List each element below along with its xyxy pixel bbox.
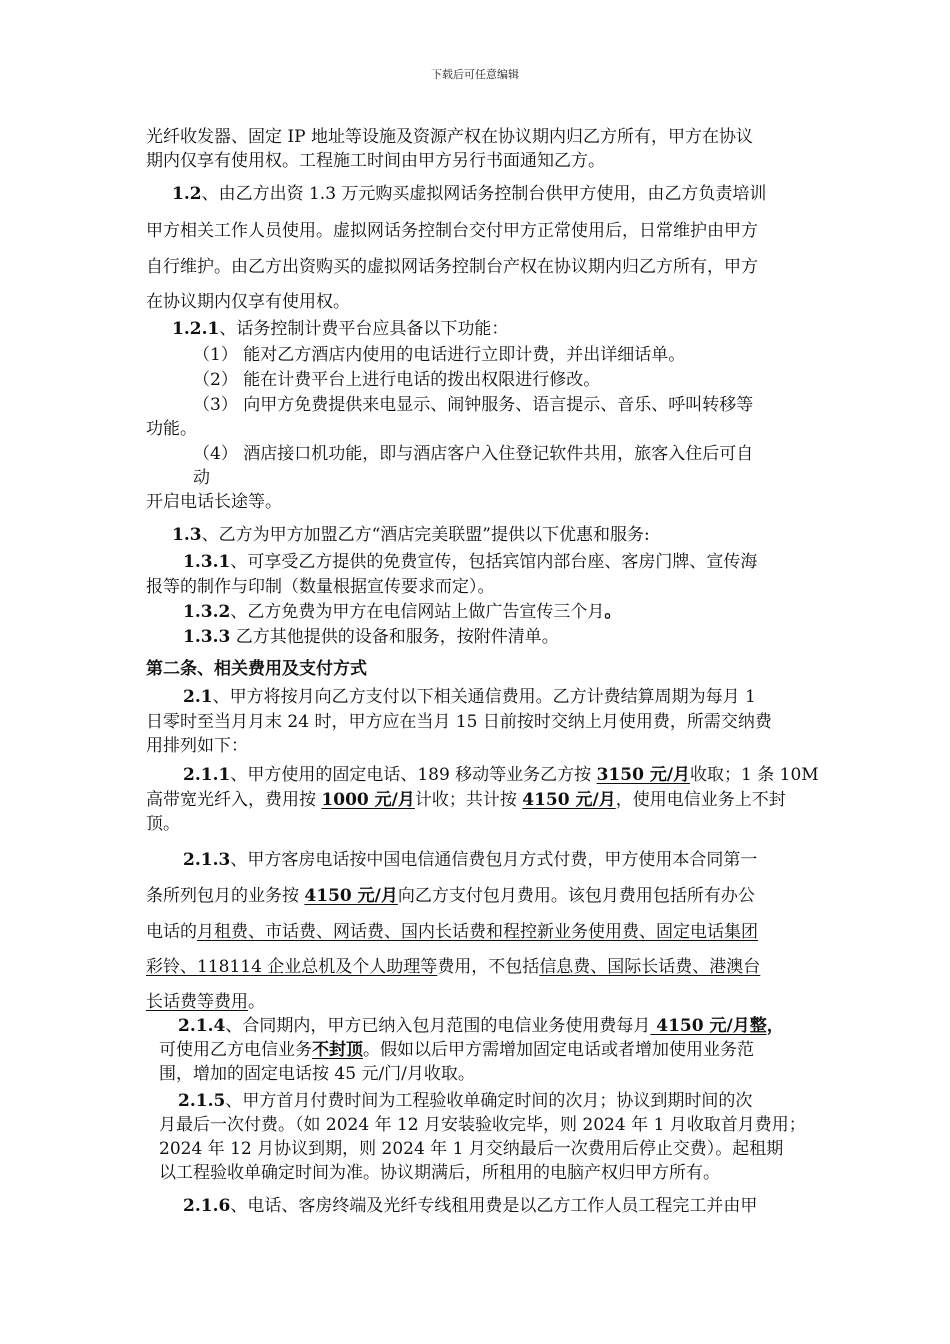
text-line bbox=[146, 291, 350, 313]
text-run: 、合同期内，甲方已纳入包月范围的电信业务使用费每月 bbox=[225, 1016, 651, 1036]
text-line bbox=[193, 369, 600, 391]
text-run: 1.3.3 bbox=[183, 627, 231, 647]
text-line bbox=[146, 711, 772, 733]
text-line bbox=[146, 576, 495, 598]
text-line bbox=[159, 1039, 754, 1061]
text-run: 、话务控制计费平台应具备以下功能： bbox=[219, 319, 509, 339]
text-run: 在协议期内仅享有使用权。 bbox=[146, 292, 350, 312]
text-run: 计收；共计按 bbox=[414, 790, 523, 810]
text-line bbox=[146, 150, 605, 172]
text-line bbox=[183, 686, 756, 708]
text-line bbox=[183, 1195, 757, 1217]
text-run: 2024 年 12 月协议到期，则 2024 年 1 月交纳最后一次费用后停止交费）。起租期 bbox=[159, 1139, 784, 1159]
text-line bbox=[146, 418, 197, 440]
text-run: 4150 元/月整 bbox=[650, 1016, 767, 1036]
text-run: 4150 元/月 bbox=[522, 790, 616, 810]
text-line bbox=[193, 443, 753, 465]
text-line bbox=[159, 1162, 720, 1184]
text-line bbox=[193, 344, 685, 366]
text-run: 。 bbox=[248, 992, 265, 1012]
text-line bbox=[193, 467, 210, 489]
text-run: 顶。 bbox=[146, 814, 180, 834]
text-line bbox=[146, 789, 786, 811]
text-run: 高带宽光纤入，费用按 bbox=[146, 790, 322, 810]
text-run: 功能。 bbox=[146, 419, 197, 439]
text-run: 收取；1 条 10M bbox=[690, 765, 819, 785]
text-run: 、甲方将按月向乙方支付以下相关通信费用。乙方计费结算周期为每月 1 bbox=[212, 687, 756, 707]
text-run: 2.1 bbox=[183, 687, 213, 707]
text-run: 不封顶 bbox=[312, 1040, 363, 1060]
text-run: 长话费等费用 bbox=[146, 992, 248, 1012]
text-line bbox=[146, 735, 248, 757]
text-run: ， bbox=[766, 1016, 784, 1036]
text-run: 向乙方支付包月费用。该包月费用包括所有办公 bbox=[397, 886, 755, 906]
text-run: 1.3 bbox=[172, 525, 202, 545]
text-run: 。假如以后甲方需增加固定电话或者增加使用业务范 bbox=[363, 1040, 754, 1060]
text-line bbox=[146, 256, 758, 278]
text-run: 围，增加的固定电话按 45 元/门/月收取。 bbox=[159, 1064, 475, 1084]
text-run: 以工程验收单确定时间为准。协议期满后，所租用的电脑产权归甲方所有。 bbox=[159, 1163, 720, 1183]
text-line bbox=[146, 491, 282, 513]
text-run: 自行维护。由乙方出资购买的虚拟网话务控制台产权在协议期内归乙方所有，甲方 bbox=[146, 257, 758, 277]
text-line bbox=[183, 601, 621, 623]
text-run: 1.3.1 bbox=[183, 552, 231, 572]
text-run: 、乙方为甲方加盟乙方“酒店完美联盟”提供以下优惠和服务: bbox=[201, 525, 650, 545]
text-run: 电话的 bbox=[146, 922, 197, 942]
text-line bbox=[172, 183, 766, 205]
text-line bbox=[183, 849, 757, 871]
page-header: 下载后可任意编辑 bbox=[431, 68, 519, 81]
text-run: 费用，不包括 bbox=[437, 957, 540, 977]
text-run: 2.1.1 bbox=[183, 765, 231, 785]
text-run: 信息费、国际长话费、港澳台 bbox=[539, 957, 761, 977]
text-line bbox=[183, 626, 559, 648]
text-run: 2.1.6 bbox=[183, 1196, 231, 1216]
text-run: 、可享受乙方提供的免费宣传，包括宾馆内部台座、客房门牌、宣传海 bbox=[230, 552, 758, 572]
text-line bbox=[146, 921, 758, 943]
text-line bbox=[146, 956, 760, 978]
text-run: 、甲方使用的固定电话、189 移动等业务乙方按 bbox=[230, 765, 597, 785]
text-run: 1000 元/月 bbox=[321, 790, 415, 810]
text-run: 、甲方首月付费时间为工程验收单确定时间的次月；协议到期时间的次 bbox=[225, 1091, 753, 1111]
text-line bbox=[172, 524, 650, 546]
text-run: 、由乙方出资 1.3 万元购买虚拟网话务控制台供甲方使用，由乙方负责培训 bbox=[201, 184, 767, 204]
text-run: 彩铃、118114 企业总机及个人助理等 bbox=[146, 957, 438, 977]
text-run: 报等的制作与印制（数量根据宣传要求而定）。 bbox=[146, 577, 495, 597]
text-run: （3） 向甲方免费提供来电显示、闹钟服务、语言提示、音乐、呼叫转移等 bbox=[193, 395, 754, 415]
text-run: 2.1.4 bbox=[178, 1016, 226, 1036]
text-run: 、甲方客房电话按中国电信通信费包月方式付费，甲方使用本合同第一 bbox=[230, 850, 758, 870]
text-line bbox=[146, 813, 180, 835]
text-run: 月租费、市话费、网话费、国内长话费和程控新业务使用费、固定电话集团 bbox=[197, 922, 758, 942]
text-run: 、电话、客房终端及光纤专线租用费是以乙方工作人员工程完工并由甲 bbox=[230, 1196, 758, 1216]
text-line bbox=[159, 1063, 475, 1085]
text-run: 2.1.5 bbox=[178, 1091, 226, 1111]
text-run: 月最后一次付费。（如 2024 年 12 月安装验收完毕，则 2024 年 1 月收取首月费用； bbox=[159, 1115, 806, 1135]
text-line bbox=[159, 1114, 806, 1136]
text-run: 动 bbox=[193, 468, 210, 488]
text-run: 日零时至当月月末 24 时，甲方应在当月 15 日前按时交纳上月使用费，所需交纳费 bbox=[146, 712, 772, 732]
text-run: （2） 能在计费平台上进行电话的拨出权限进行修改。 bbox=[193, 370, 601, 390]
text-line bbox=[183, 764, 819, 786]
text-run: 1.2.1 bbox=[172, 319, 220, 339]
text-line bbox=[178, 1015, 784, 1037]
text-run: 。 bbox=[604, 602, 622, 622]
text-run: 用排列如下： bbox=[146, 736, 248, 756]
text-run: 1.2 bbox=[172, 184, 202, 204]
text-line bbox=[146, 885, 755, 907]
text-run: 第二条、相关费用及支付方式 bbox=[146, 659, 367, 679]
text-run: 2.1.3 bbox=[183, 850, 231, 870]
text-line bbox=[146, 658, 367, 680]
text-line bbox=[159, 1138, 783, 1160]
text-run: 4150 元/月 bbox=[304, 886, 398, 906]
text-run: 条所列包月的业务按 bbox=[146, 886, 305, 906]
text-line bbox=[146, 126, 753, 148]
text-line bbox=[146, 220, 758, 242]
text-run: 1.3.2 bbox=[183, 602, 231, 622]
text-run: 可使用乙方电信业务 bbox=[159, 1040, 312, 1060]
text-run: ，使用电信业务上不封 bbox=[615, 790, 786, 810]
text-run: 、乙方免费为甲方在电信网站上做广告宣传三个月 bbox=[230, 602, 605, 622]
text-run: 期内仅享有使用权。工程施工时间由甲方另行书面通知乙方。 bbox=[146, 151, 605, 171]
text-run: （4） 酒店接口机功能，即与酒店客户入住登记软件共用，旅客入住后可自 bbox=[193, 444, 754, 464]
text-run: 甲方相关工作人员使用。虚拟网话务控制台交付甲方正常使用后，日常维护由甲方 bbox=[146, 221, 758, 241]
text-line bbox=[183, 551, 757, 573]
text-run: 光纤收发器、固定 IP 地址等设施及资源产权在协议期内归乙方所有，甲方在协议 bbox=[146, 127, 753, 147]
text-run: 3150 元/月 bbox=[596, 765, 691, 785]
text-line bbox=[146, 991, 265, 1013]
text-line bbox=[178, 1090, 752, 1112]
text-run: （1） 能对乙方酒店内使用的电话进行立即计费，并出详细话单。 bbox=[193, 345, 686, 365]
text-line bbox=[172, 318, 508, 340]
text-line bbox=[193, 394, 753, 416]
text-run: 乙方其他提供的设备和服务，按附件清单。 bbox=[230, 627, 559, 647]
text-run: 开启电话长途等。 bbox=[146, 492, 282, 512]
